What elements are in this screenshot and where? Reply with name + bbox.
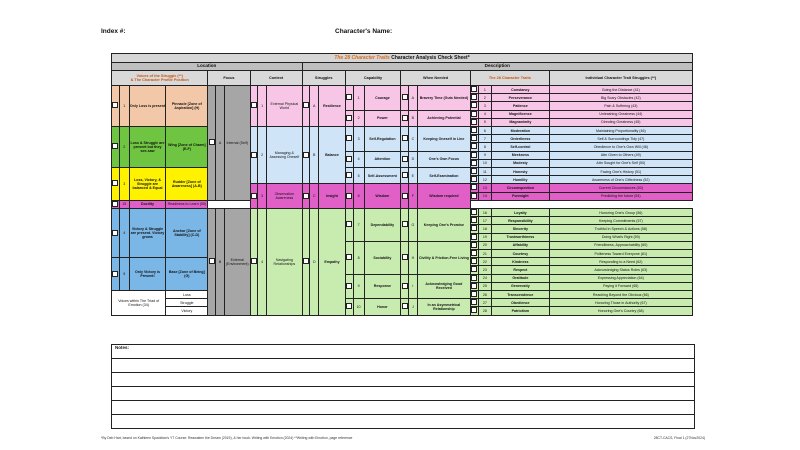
trait-8-checkbox[interactable]	[471, 143, 479, 151]
trait-24-name: Gratitude	[492, 274, 550, 282]
trait-16-checkbox[interactable]	[471, 209, 479, 217]
capability-8-checkbox[interactable]	[345, 241, 353, 274]
trait-8-struggle: Obedience to One's Own Will (48)	[549, 143, 692, 151]
trait-13-checkbox[interactable]	[471, 184, 479, 192]
trait-19-name: Trustworthiness	[492, 233, 550, 241]
capability-2-checkbox[interactable]	[345, 110, 353, 126]
focus-header: Focus	[208, 71, 250, 86]
trait-7-struggle: Self & Surroundings Tidy (47)	[549, 135, 692, 143]
when-needed-header: When Needed	[401, 71, 471, 86]
footer-credit: *By Deb Hart, based on Kathleen Spacktian's YT Course: Reawaken the Dream (2019), & her book: Writing with Emotion (2024) **Writing with Emotion, page reference	[101, 436, 353, 440]
capability-3-checkbox[interactable]	[345, 127, 353, 152]
trait-28-name: Patriotism	[492, 307, 550, 315]
individual-struggles-header: Individual Character Trait Struggles (**)	[549, 71, 692, 86]
trait-17-struggle: Keeping Commitments (57)	[549, 217, 692, 225]
voices-header: Voices of the Struggle (**) & The Character Profile Position	[112, 71, 208, 86]
triad-victory: Victory	[166, 307, 208, 315]
context-4-checkbox[interactable]	[250, 209, 258, 316]
when-e-label: Self-Examination	[417, 168, 470, 184]
capability-5-checkbox[interactable]	[345, 168, 353, 184]
capability-3-label: Self-Regulation	[364, 127, 401, 152]
trait-27-name: Obedience	[492, 299, 550, 307]
voice-2-checkbox[interactable]	[112, 127, 120, 168]
trait-12-checkbox[interactable]	[471, 176, 479, 184]
struggle-d-label: Empathy	[319, 209, 346, 316]
struggles-header: Struggles	[302, 71, 345, 86]
trait-26-checkbox[interactable]	[471, 291, 479, 299]
trait-4-checkbox[interactable]	[471, 110, 479, 118]
capability-4-label: Attention	[364, 151, 401, 167]
when-d-label: One's Own Focus	[417, 151, 470, 167]
trait-28-struggle: Honoring One's Country (68)	[549, 307, 692, 315]
character-name-label: Character's Name:	[335, 28, 393, 35]
context-1-label: External Physical World	[267, 86, 302, 127]
voice-3-checkbox[interactable]	[112, 168, 120, 201]
voice-2-position: Wing [Zone of Charm] (E-F)	[166, 127, 208, 168]
trait-11-checkbox[interactable]	[471, 168, 479, 176]
focus-b-checkbox[interactable]	[208, 209, 216, 316]
struggle-c-label: Insight	[319, 184, 346, 209]
trait-24-struggle: Expressing Appreciation (64)	[549, 274, 692, 282]
trait-2-name: Perseverance	[492, 94, 550, 102]
when-c-label: Keeping Oneself in Line	[417, 127, 470, 152]
when-g-checkbox[interactable]	[401, 209, 409, 242]
focus-a-checkbox[interactable]	[208, 86, 216, 201]
capability-5-label: Self-Assessment	[364, 168, 401, 184]
trait-3-name: Patience	[492, 102, 550, 110]
when-a-label: Bravery Time (Guts Needed)	[417, 86, 470, 111]
when-f-label: Wisdom required	[417, 184, 470, 209]
voice-5-position: Base [Zone of Being] (G)	[166, 258, 208, 291]
when-e-checkbox[interactable]	[401, 168, 409, 184]
capability-6-label: Wisdom	[364, 184, 401, 209]
struggle-d-checkbox[interactable]	[302, 209, 310, 316]
trait-18-name: Sincerity	[492, 225, 550, 233]
context-3-label: Observation Awareness	[267, 184, 302, 209]
notes-line[interactable]	[112, 415, 694, 428]
notes-label: Notes:	[112, 345, 694, 359]
when-d-checkbox[interactable]	[401, 151, 409, 167]
trait-12-name: Humility	[492, 176, 550, 184]
when-i-checkbox[interactable]	[401, 274, 409, 299]
context-1-checkbox[interactable]	[250, 86, 258, 127]
trait-5-name: Magnanimity	[492, 118, 550, 126]
trait-20-checkbox[interactable]	[471, 241, 479, 249]
trait-23-checkbox[interactable]	[471, 266, 479, 274]
trait-9-checkbox[interactable]	[471, 151, 479, 159]
context-4-label: Navigating Relationships	[267, 209, 302, 316]
capability-9-label: Response	[364, 274, 401, 299]
trait-1-checkbox[interactable]	[471, 86, 479, 94]
index-label: Index #:	[101, 28, 126, 35]
trait-15-name: Docility	[129, 200, 166, 208]
notes-line[interactable]	[112, 373, 694, 387]
trait-27-struggle: Honoring Those in Authority (67)	[549, 299, 692, 307]
traits-grid: The 28 Character Traits Character Analysis Check Sheet* Location Description Voices of the Struggle (**) & The Character Profile Position Focus Context Struggles Capability When Needed The 28 Character Traits Individual Character Trait Struggles (**) 1 Only Loss is present Pinnacle [Zone of Aspiration] (H) A Internal (Self) 1 External Physical World A Resilience 1 Courage A Bravery Time (Guts Needed) 1 Constancy Going the Distance (41) 2 Perseverance Big Scary Obstacles (42) 3 Patience Pain & Suffering (43) 2 Power B Achieving Potential 4 Magnificence Unleashing Greatness (44) 5 Magnanimity Directing Greatness (45) 2 Loss & Struggle are present but they see-saw Wing [Zone of Charm] (E-F) 2 Managing & Assessing Oneself B Balance 3 Self-Regulation C Keeping Oneself in Line 6 Moderation Maintaining Proportionality (46) 7 Orderliness Self & Surroundings Tidy (47) 8 Self-control Obedience to One's Own Will (48) 4 Attention D One's Own Focus 9 Meekness Attn Given to Others (49) 10 Modesty Attn Sought for One's Self (50) 3 Loss, Victory, & Struggle are balanced & Equal Rudder [Zone of Awareness] (A-B) 5 Self-Assessment E Self-Examination 11 Honesty Facing One's History (51) 12 Humility Awareness of One's Giftedness (52) 3 Observation Awareness C Insight 6 Wisdom F Wisdom required 13 Circumspection Current Circumstances (53) 14 Foresight Predicting the future (54) 15 Docility Readiness to Learn (55) 4 Victory & Struggle are present. Victory grows Anchor [Zone of Stability] (C-D) B External (Environment) 4 Navigating Relationships D Empathy 7 Dependability G Keeping One's Promise 16 Loyalty Honoring One's Group (56) 17 Responsibility Keeping Commitments (57) 18 Sincerity Truthful in Speech & Actions (58) 19 Trustworthiness Doing What's Right (59) 8 Sociability H Civility & Friction-Free Living 20 Affability Friendliness, Approachability (60) 21 Courtesy Politeness Toward Everyone (61) 5 Only Victory is Present! Base [Zone of Being] (G) 22 Kindness Responding to a Need (62) 23 Respect Acknowledging Status Roles (63) 9 Response I Acknowledging Good Received 24 Gratitude Expressing Appreciation (64) 25 Generosity Paying it Forward (65) Voices within The Triad of Emotion (34) Loss 26 Transcendence Reaching Beyond the Obvious (66) Struggle 10 Honor J In an Asymmetrical Relationship 27 Obedience Honoring Those in Authority (67) Victory 28 Patriotism Honoring One's Country (68)	[111, 53, 693, 316]
traits-header: The 28 Character Traits	[471, 71, 550, 86]
triad-struggle: Struggle	[166, 299, 208, 307]
footer-version: 28CT-CACS, Final 1 (27Nov2024)	[653, 436, 705, 440]
when-b-checkbox[interactable]	[401, 110, 409, 126]
trait-4-name: Magnificence	[492, 110, 550, 118]
capability-1-checkbox[interactable]	[345, 86, 353, 111]
trait-25-checkbox[interactable]	[471, 282, 479, 290]
trait-20-name: Affability	[492, 241, 550, 249]
trait-6-struggle: Maintaining Proportionality (46)	[549, 127, 692, 135]
when-a-checkbox[interactable]	[401, 86, 409, 111]
voice-1-checkbox[interactable]	[112, 86, 120, 127]
trait-8-name: Self-control	[492, 143, 550, 151]
trait-7-name: Orderliness	[492, 135, 550, 143]
when-f-checkbox[interactable]	[401, 184, 409, 209]
voice-4-desc: Victory & Struggle are present. Victory grows	[129, 209, 166, 258]
trait-26-struggle: Reaching Beyond the Obvious (66)	[549, 291, 692, 299]
trait-3-struggle: Pain & Suffering (43)	[549, 102, 692, 110]
trait-23-name: Respect	[492, 266, 550, 274]
trait-2-checkbox[interactable]	[471, 94, 479, 102]
struggle-c-checkbox[interactable]	[302, 184, 310, 209]
trait-1-name: Constancy	[492, 86, 550, 94]
capability-2-label: Power	[364, 110, 401, 126]
trait-12-struggle: Awareness of One's Giftedness (52)	[549, 176, 692, 184]
trait-21-struggle: Politeness Toward Everyone (61)	[549, 250, 692, 258]
struggle-a-label: Resilience	[319, 86, 346, 127]
trait-6-checkbox[interactable]	[471, 127, 479, 135]
notes-line[interactable]	[112, 401, 694, 415]
capability-4-checkbox[interactable]	[345, 151, 353, 167]
trait-22-checkbox[interactable]	[471, 258, 479, 266]
context-2-label: Managing & Assessing Oneself	[267, 127, 302, 184]
trait-19-struggle: Doing What's Right (59)	[549, 233, 692, 241]
trait-11-name: Honesty	[492, 168, 550, 176]
trait-9-name: Meekness	[492, 151, 550, 159]
trait-10-struggle: Attn Sought for One's Self (50)	[549, 159, 692, 167]
trait-13-name: Circumspection	[492, 184, 550, 192]
context-header: Context	[250, 71, 302, 86]
trait-17-checkbox[interactable]	[471, 217, 479, 225]
trait-5-checkbox[interactable]	[471, 118, 479, 126]
trait-22-name: Kindness	[492, 258, 550, 266]
when-c-checkbox[interactable]	[401, 127, 409, 152]
trait-17-name: Responsibility	[492, 217, 550, 225]
voice-5-checkbox[interactable]	[112, 258, 120, 291]
trait-10-checkbox[interactable]	[471, 159, 479, 167]
voice-3-desc: Loss, Victory, & Struggle are balanced & Equal	[129, 168, 166, 201]
trait-6-name: Moderation	[492, 127, 550, 135]
trait-14-struggle: Predicting the future (54)	[549, 192, 692, 200]
trait-14-checkbox[interactable]	[471, 192, 479, 200]
when-h-label: Civility & Friction-Free Living	[417, 241, 470, 274]
capability-10-label: Honor	[364, 299, 401, 315]
description-section: Description	[302, 63, 692, 71]
triad-label: Voices within The Triad of Emotion (34)	[112, 291, 166, 316]
when-h-checkbox[interactable]	[401, 241, 409, 274]
trait-24-checkbox[interactable]	[471, 274, 479, 282]
trait-9-struggle: Attn Given to Others (49)	[549, 151, 692, 159]
trait-20-struggle: Friendliness, Approachability (60)	[549, 241, 692, 249]
struggle-b-label: Balance	[319, 127, 346, 184]
when-j-label: In an Asymmetrical Relationship	[417, 299, 470, 315]
struggle-b-checkbox[interactable]	[302, 127, 310, 184]
trait-15-struggle: Readiness to Learn (55)	[166, 200, 208, 208]
trait-2-struggle: Big Scary Obstacles (42)	[549, 94, 692, 102]
when-g-label: Keeping One's Promise	[417, 209, 470, 242]
capability-10-checkbox[interactable]	[345, 299, 353, 315]
trait-4-struggle: Unleashing Greatness (44)	[549, 110, 692, 118]
capability-7-label: Dependability	[364, 209, 401, 242]
trait-7-checkbox[interactable]	[471, 135, 479, 143]
voice-4-checkbox[interactable]	[112, 209, 120, 258]
voice-5-desc: Only Victory is Present!	[129, 258, 166, 291]
trait-5-struggle: Directing Greatness (45)	[549, 118, 692, 126]
trait-16-name: Loyalty	[492, 209, 550, 217]
voice-1-desc: Only Loss is present	[129, 86, 166, 127]
notes-line[interactable]	[112, 387, 694, 401]
when-b-label: Achieving Potential	[417, 110, 470, 126]
trait-21-name: Courtesy	[492, 250, 550, 258]
voice-4-position: Anchor [Zone of Stability] (C-D)	[166, 209, 208, 258]
trait-22-struggle: Responding to a Need (62)	[549, 258, 692, 266]
capability-9-checkbox[interactable]	[345, 274, 353, 299]
sheet-title: The 28 Character Traits Character Analysis Check Sheet*	[112, 54, 693, 63]
voice-2-desc: Loss & Struggle are present but they see-saw	[129, 127, 166, 168]
trait-11-struggle: Facing One's History (51)	[549, 168, 692, 176]
when-i-label: Acknowledging Good Received	[417, 274, 470, 299]
trait-13-struggle: Current Circumstances (53)	[549, 184, 692, 192]
trait-18-struggle: Truthful in Speech & Actions (58)	[549, 225, 692, 233]
trait-16-struggle: Honoring One's Group (56)	[549, 209, 692, 217]
capability-1-label: Courage	[364, 86, 401, 111]
trait-27-checkbox[interactable]	[471, 299, 479, 307]
trait-19-checkbox[interactable]	[471, 233, 479, 241]
when-j-checkbox[interactable]	[401, 299, 409, 315]
trait-28-checkbox[interactable]	[471, 307, 479, 315]
location-section: Location	[112, 63, 303, 71]
notes-line[interactable]	[112, 359, 694, 373]
focus-b-label: External (Environment)	[225, 209, 250, 316]
voice-1-position: Pinnacle [Zone of Aspiration] (H)	[166, 86, 208, 127]
context-3-checkbox[interactable]	[250, 184, 258, 209]
triad-loss: Loss	[166, 291, 208, 299]
trait-26-name: Transcendence	[492, 291, 550, 299]
struggle-a-checkbox[interactable]	[302, 86, 310, 127]
context-2-checkbox[interactable]	[250, 127, 258, 184]
trait-15-checkbox[interactable]	[112, 200, 120, 208]
trait-1-struggle: Going the Distance (41)	[549, 86, 692, 94]
trait-21-checkbox[interactable]	[471, 250, 479, 258]
capability-7-checkbox[interactable]	[345, 209, 353, 242]
capability-8-label: Sociability	[364, 241, 401, 274]
trait-10-name: Modesty	[492, 159, 550, 167]
check-sheet-page	[95, 8, 715, 446]
capability-6-checkbox[interactable]	[345, 184, 353, 209]
voice-3-position: Rudder [Zone of Awareness] (A-B)	[166, 168, 208, 201]
trait-23-struggle: Acknowledging Status Roles (63)	[549, 266, 692, 274]
trait-25-name: Generosity	[492, 282, 550, 290]
trait-25-struggle: Paying it Forward (65)	[549, 282, 692, 290]
notes-box[interactable]	[111, 344, 695, 429]
trait-3-checkbox[interactable]	[471, 102, 479, 110]
trait-14-name: Foresight	[492, 192, 550, 200]
focus-a-label: Internal (Self)	[225, 86, 250, 201]
trait-18-checkbox[interactable]	[471, 225, 479, 233]
capability-header: Capability	[345, 71, 400, 86]
